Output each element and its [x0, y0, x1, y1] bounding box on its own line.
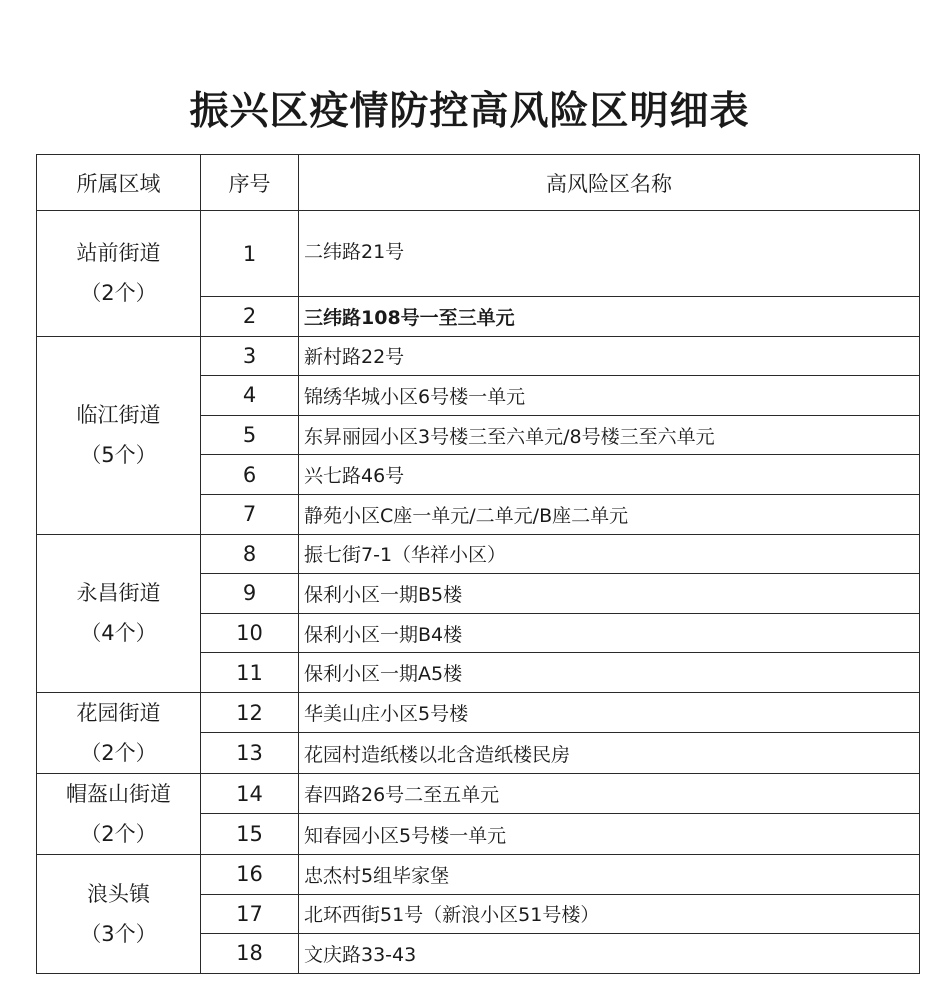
district-name: 永昌街道: [76, 581, 161, 606]
district-count: （5个）: [80, 443, 157, 468]
district-cell: [37, 773, 201, 854]
seq-cell: 14: [201, 773, 299, 814]
name-column-header: 高风险区名称: [299, 155, 920, 211]
seq-column-header: 序号: [201, 155, 299, 211]
page-title: 振兴区疫情防控高风险区明细表: [189, 89, 750, 134]
seq-cell: 8: [201, 534, 299, 574]
seq-cell: 3: [201, 336, 299, 376]
seq-cell: 18: [201, 934, 299, 974]
district-count: （3个）: [80, 921, 157, 946]
area-name-cell: 花园村造纸楼以北含造纸楼民房: [299, 733, 920, 774]
seq-cell: 16: [201, 854, 299, 894]
district-cell: [37, 692, 201, 773]
district-cell: [37, 854, 201, 973]
area-name-cell: 北环西街51号（新浪小区51号楼）: [299, 894, 920, 934]
area-name-cell: 保利小区一期B5楼: [299, 574, 920, 614]
table-row: [37, 773, 920, 814]
seq-cell: 6: [201, 455, 299, 495]
high-risk-area-table: [36, 154, 920, 974]
seq-cell: 13: [201, 733, 299, 774]
area-name-cell: 忠杰村5组毕家堡: [299, 854, 920, 894]
seq-cell: 17: [201, 894, 299, 934]
area-name-cell: 东昇丽园小区3号楼三至六单元/8号楼三至六单元: [299, 415, 920, 455]
district-name: 浪头镇: [87, 881, 150, 906]
area-name-cell: 春四路26号二至五单元: [299, 773, 920, 814]
district-name: 站前街道: [76, 241, 161, 266]
table-row: [37, 692, 920, 733]
area-name-cell: 华美山庄小区5号楼: [299, 692, 920, 733]
area-name-cell: 保利小区一期B4楼: [299, 613, 920, 653]
area-name-cell: 兴七路46号: [299, 455, 920, 495]
seq-cell: 10: [201, 613, 299, 653]
area-name-cell: 锦绣华城小区6号楼一单元: [299, 376, 920, 416]
district-name: 花园街道: [76, 700, 161, 725]
table-row: [37, 211, 920, 297]
district-count: （2个）: [80, 821, 157, 846]
area-name-cell: 文庆路33-43: [299, 934, 920, 974]
district-name: 临江街道: [76, 403, 161, 428]
table-row: [37, 534, 920, 574]
seq-cell: 2: [201, 297, 299, 337]
district-count: （2个）: [80, 281, 157, 306]
district-name: 帽盔山街道: [66, 781, 171, 806]
seq-cell: 7: [201, 494, 299, 534]
district-cell: [37, 534, 201, 692]
area-name-cell: 三纬路108号一至三单元: [299, 297, 920, 337]
district-count: （4个）: [80, 621, 157, 646]
table-row: [37, 854, 920, 894]
area-name-cell: 振七街7-1（华祥小区）: [299, 534, 920, 574]
table-row: [37, 336, 920, 376]
seq-cell: 12: [201, 692, 299, 733]
area-name-cell: 保利小区一期A5楼: [299, 653, 920, 693]
area-name-cell: 二纬路21号: [299, 211, 920, 297]
district-cell: [37, 211, 201, 337]
seq-cell: 11: [201, 653, 299, 693]
area-name-cell: 知春园小区5号楼一单元: [299, 814, 920, 855]
district-cell: [37, 336, 201, 534]
seq-cell: 5: [201, 415, 299, 455]
area-name-cell: 新村路22号: [299, 336, 920, 376]
seq-cell: 15: [201, 814, 299, 855]
district-column-header: 所属区域: [37, 155, 201, 211]
table-header-row: [37, 155, 920, 211]
seq-cell: 9: [201, 574, 299, 614]
seq-cell: 1: [201, 211, 299, 297]
seq-cell: 4: [201, 376, 299, 416]
district-count: （2个）: [80, 740, 157, 765]
area-name-cell: 静苑小区C座一单元/二单元/B座二单元: [299, 494, 920, 534]
